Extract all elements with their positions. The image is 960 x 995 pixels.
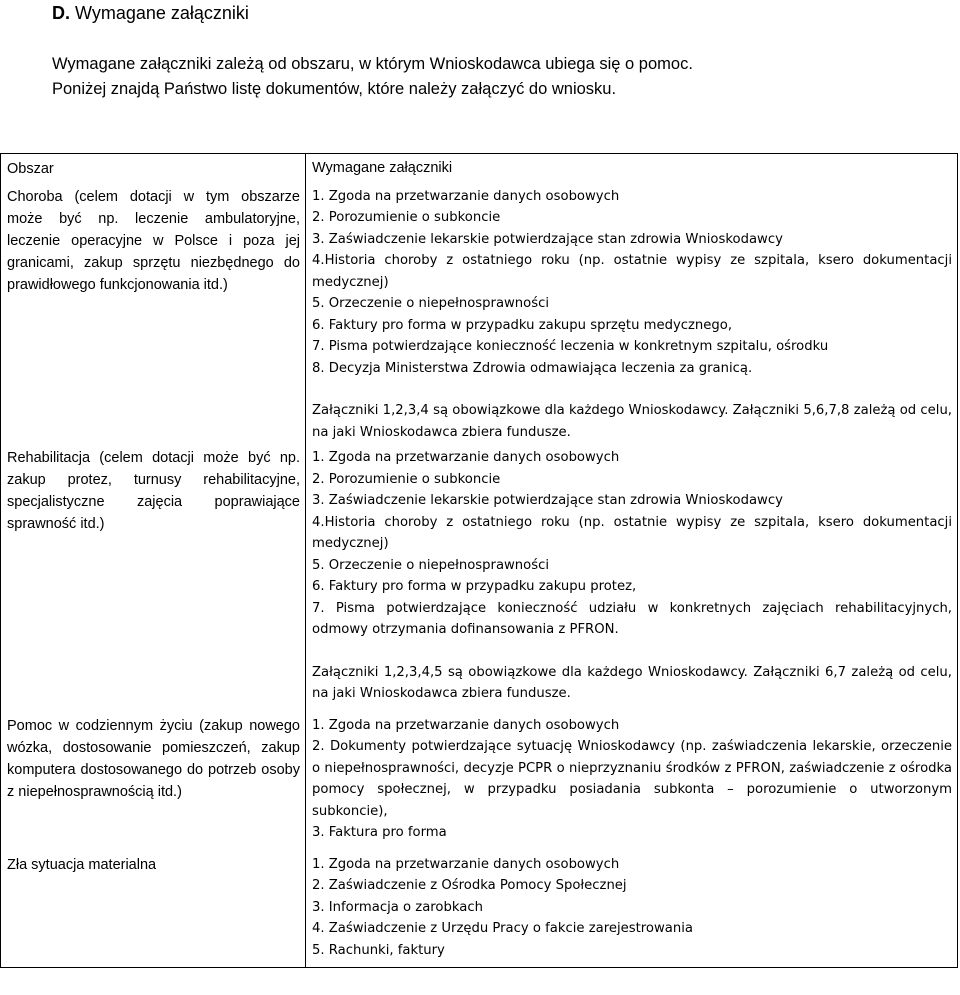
intro-line-1: Wymagane załączniki zależą od obszaru, w którym Wnioskodawca ubiega się o pomoc. bbox=[52, 55, 693, 73]
intro-text bbox=[52, 52, 932, 102]
note-text: Załączniki 1,2,3,4,5 są obowiązkowe dla każdego Wnioskodawcy. Załączniki 6,7 zależą od celu, na jaki Wnioskodawca zbiera fundusze. bbox=[312, 664, 952, 701]
list-item: 2. Dokumenty potwierdzające sytuację Wnioskodawcy (np. zaświadczenia lekarskie, orzeczenie o niepełnosprawności, decyzje PCPR o nieprzyznaniu środków z PFRON, zaświadczenie z ośrodka pomocy społecznej, w przypadku posiadania subkonta – porozumienie o utworzonym subkoncie), bbox=[312, 739, 952, 819]
list-item: 7. Pisma potwierdzające konieczność udziału w konkretnych zajęciach rehabilitacyjnych, odmowy otrzymania dofinansowania z PFRON. bbox=[312, 600, 952, 637]
attachment-list bbox=[312, 186, 952, 380]
area-cell bbox=[1, 850, 306, 968]
attachments-table bbox=[0, 153, 958, 968]
header-attachments: Wymagane załączniki bbox=[312, 160, 453, 176]
list-item: 4. Zaświadczenie z Urzędu Pracy o fakcie zarejestrowania bbox=[312, 921, 693, 936]
attachment-list bbox=[312, 854, 952, 962]
section-title: Wymagane załączniki bbox=[75, 3, 249, 23]
attachments-cell bbox=[306, 443, 958, 711]
list-item: 2. Porozumienie o subkoncie bbox=[312, 471, 501, 487]
list-item: 5. Orzeczenie o niepełnosprawności bbox=[312, 557, 550, 573]
list-item: 8. Decyzja Ministerstwa Zdrowia odmawiająca leczenia za granicą. bbox=[312, 360, 753, 376]
list-item: 1. Zgoda na przetwarzanie danych osobowych bbox=[312, 856, 620, 872]
area-text: Pomoc w codziennym życiu (zakup nowego wózka, dostosowanie pomieszczeń, zakup komputera dostosowanego do potrzeb osoby z niepełnosprawnością itd.) bbox=[7, 717, 300, 800]
attachments-cell bbox=[306, 711, 958, 850]
note-text: Załączniki 1,2,3,4 są obowiązkowe dla każdego Wnioskodawcy. Załączniki 5,6,7,8 zależą od celu, na jaki Wnioskodawca zbiera fundusze. bbox=[312, 403, 952, 440]
table-row bbox=[1, 850, 958, 968]
list-item: 4.Historia choroby z ostatniego roku (np. ostatnie wypisy ze szpitala, ksero dokumentacji medycznej) bbox=[312, 253, 952, 290]
list-item: 1. Zgoda na przetwarzanie danych osobowych bbox=[312, 717, 620, 733]
attachment-list bbox=[312, 715, 952, 844]
attachment-list bbox=[312, 447, 952, 641]
list-item: 3. Informacja o zarobkach bbox=[312, 899, 483, 915]
list-item: 4.Historia choroby z ostatniego roku (np. ostatnie wypisy ze szpitala, ksero dokumentacji medycznej) bbox=[312, 514, 952, 551]
area-text: Rehabilitacja (celem dotacji może być np. zakup protez, turnusy rehabilitacyjne, specjalistyczne zajęcia poprawiające sprawność itd.) bbox=[7, 450, 300, 532]
table-row bbox=[1, 443, 958, 711]
list-item: 3. Faktura pro forma bbox=[312, 825, 447, 840]
intro-line-2: Poniżej znajdą Państwo listę dokumentów, które należy załączyć do wniosku. bbox=[52, 80, 617, 98]
list-item: 2. Zaświadczenie z Ośrodka Pomocy Społecznej bbox=[312, 878, 627, 893]
table-row bbox=[1, 711, 958, 850]
header-area: Obszar bbox=[7, 161, 54, 177]
area-cell bbox=[1, 154, 306, 444]
list-item: 6. Faktury pro forma w przypadku zakupu protez, bbox=[312, 579, 637, 594]
section-letter: D. bbox=[52, 3, 70, 23]
section-heading bbox=[52, 2, 249, 24]
area-cell bbox=[1, 443, 306, 711]
list-item: 1. Zgoda na przetwarzanie danych osobowych bbox=[312, 450, 620, 465]
list-item: 3. Zaświadczenie lekarskie potwierdzające stan zdrowia Wnioskodawcy bbox=[312, 231, 783, 247]
list-item: 5. Rachunki, faktury bbox=[312, 942, 445, 958]
area-text: Choroba (celem dotacji w tym obszarze może być np. leczenie ambulatoryjne, leczenie operacyjne w Polsce i poza jej granicami, zakup sprzętu niezbędnego do prawidłowego funkcjonowania itd.) bbox=[7, 189, 300, 293]
attachments-cell bbox=[306, 850, 958, 968]
list-item: 5. Orzeczenie o niepełnosprawności bbox=[312, 296, 550, 311]
list-item: 3. Zaświadczenie lekarskie potwierdzające stan zdrowia Wnioskodawcy bbox=[312, 493, 783, 508]
list-item: 2. Porozumienie o subkoncie bbox=[312, 210, 501, 225]
table-row bbox=[1, 154, 958, 444]
list-item: 7. Pisma potwierdzające konieczność leczenia w konkretnym szpitalu, ośrodku bbox=[312, 339, 829, 354]
list-item: 6. Faktury pro forma w przypadku zakupu sprzętu medycznego, bbox=[312, 317, 733, 333]
area-text: Zła sytuacja materialna bbox=[7, 856, 157, 873]
area-cell bbox=[1, 711, 306, 850]
list-item: 1. Zgoda na przetwarzanie danych osobowych bbox=[312, 188, 620, 204]
attachments-cell bbox=[306, 154, 958, 444]
